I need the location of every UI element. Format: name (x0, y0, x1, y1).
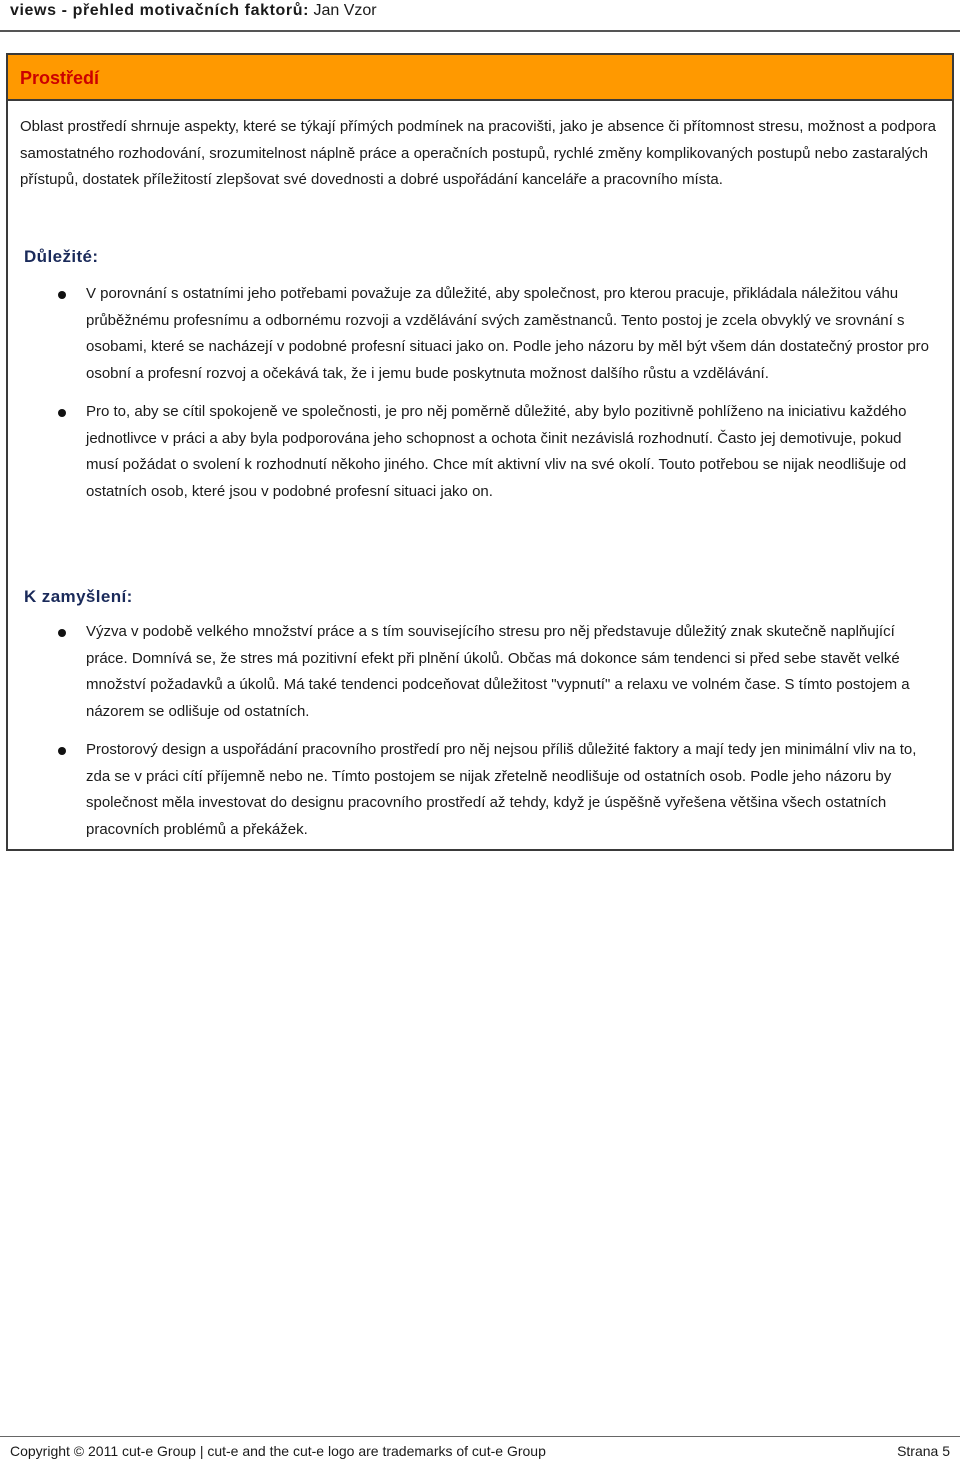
report-title: views - přehled motivačních faktorů: (10, 2, 309, 19)
important-list (24, 281, 936, 517)
footer-copyright: Copyright © 2011 cut-e Group | cut-e and the cut-e logo are trademarks of cut-e Group (10, 1443, 546, 1459)
list-item-text: Pro to, aby se cítil spokojeně ve společnosti, je pro něj poměrně důležité, aby bylo pozitivně pohlíženo na iniciativu každého jednotlivce v práci a aby byla podporována jeho schopnost a ochota činit nezávislá rozhodnutí. Často jej demotivuje, pokud musí požádat o svolení k rozhodnutí někoho jiného. Chce mít aktivní vliv na své okolí. Touto potřebou se nijak neodlišuje od ostatních osob, které jsou v podobné profesní situaci jako on. (86, 402, 907, 500)
reflect-heading: K zamyšlení: (24, 587, 133, 606)
list-item-text: Prostorový design a uspořádání pracovního prostředí pro něj nejsou příliš důležité faktory a mají tedy jen minimální vliv na to, zda se v práci cítí příjemně nebo ne. Tímto postojem se nijak zřetelně neodlišuje od ostatních osob. Podle jeho názoru by společnost měla investovat do designu pracovního prostředí až tehdy, když je úspěšně vyřešena většina všech ostatních pracovních problémů a překážek. (86, 740, 917, 838)
bullet-icon (58, 747, 66, 755)
reflect-list (24, 619, 936, 855)
bullet-icon (58, 409, 66, 417)
bullet-icon (58, 291, 66, 299)
list-item (24, 619, 936, 726)
important-heading: Důležité: (24, 247, 99, 266)
section-intro: Oblast prostředí shrnuje aspekty, které se týkají přímých podmínek na pracovišti, jako je absence či přítomnost stresu, možnost a podpora samostatného rozhodování, srozumitelnost náplně práce a operačních postupů, rychlé změny komplikovaných postupů nebo zastaralých přístupů, dostatek příležitostí zlepšovat své dovednosti a dobré uspořádání kanceláře a pracovního místa. (20, 118, 936, 188)
list-item (24, 399, 936, 506)
footer-divider (0, 1436, 960, 1437)
section-panel (6, 53, 954, 851)
page-header (10, 0, 377, 22)
person-name: Jan Vzor (313, 2, 377, 19)
bullet-icon (58, 629, 66, 637)
section-title: Prostředí (20, 68, 100, 88)
list-item (24, 281, 936, 388)
section-title-bar (8, 55, 952, 101)
list-item-text: V porovnání s ostatními jeho potřebami považuje za důležité, aby společnost, pro kterou pracuje, přikládala náležitou váhu průběžnému profesnímu a odbornému rozvoji a vzdělávání svých zaměstnanců. Tento postoj je zcela obvyklý ve srovnání s osobami, které se nacházejí v podobné profesní situaci jako on. Podle jeho názoru by měl být všem dán dostatečný prostor pro osobní a profesní rozvoj a očekává tak, že i jemu bude poskytnuta možnost dalšího růstu a vzdělávání. (86, 285, 929, 383)
header-divider (0, 30, 960, 32)
list-item-text: Výzva v podobě velkého množství práce a s tím souvisejícího stresu pro něj představuje důležitý znak skutečně naplňující práce. Domnívá se, že stres má pozitivní efekt při plnění úkolů. Občas má dokonce sám tendenci si před sebe stavět velké množství požadavků a úkolů. Má také tendenci podceňovat důležitost "vypnutí" a relaxu ve volném čase. S tímto postojem a názorem se odlišuje od ostatních. (86, 623, 910, 721)
page-number: Strana 5 (897, 1443, 950, 1459)
list-item (24, 737, 936, 844)
